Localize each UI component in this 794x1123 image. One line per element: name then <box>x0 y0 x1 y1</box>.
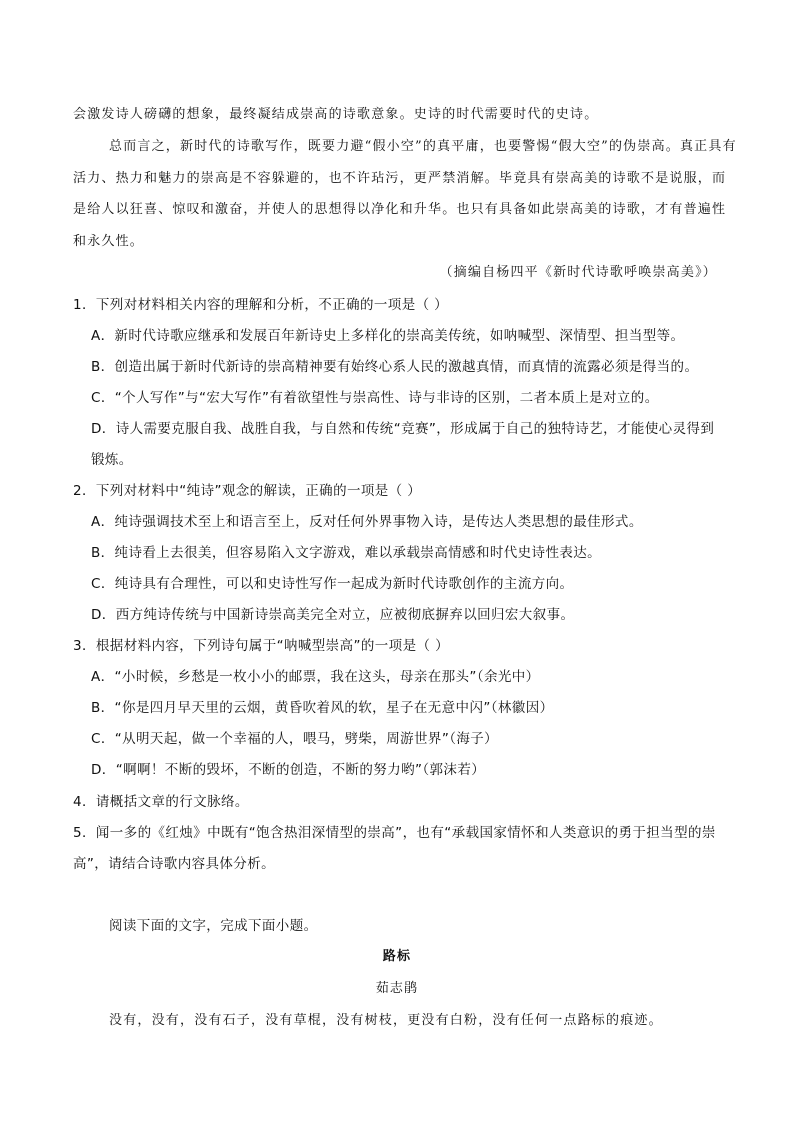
passage-line: 会激发诗人磅礴的想象，最终凝结成崇高的诗歌意象。史诗的时代需要时代的史诗。 <box>73 107 599 122</box>
passage-line: 和永久性。 <box>73 234 145 249</box>
question-1-option-b: B．创造出属于新时代新诗的崇高精神要有始终心系人民的激越真情，而真情的流露必须是得当的。 <box>91 359 699 375</box>
question-stem-4: 4．请概括文章的行文脉络。 <box>73 794 249 810</box>
question-3-option-d: D．“啊啊！不断的毁坏，不断的创造，不断的努力哟”（郭沫若） <box>91 762 486 778</box>
question-1-option-d: D．诗人需要克服自我、战胜自我，与自然和传统“竞赛”，形成属于自己的独特诗艺，才能使心灵得到 <box>91 421 715 437</box>
section-instruction: 阅读下面的文字，完成下面小题。 <box>109 918 318 934</box>
question-1-option-c: C．“个人写作”与“宏大写作”有着欲望性与崇高性、诗与非诗的区别，二者本质上是对立的。 <box>91 390 659 406</box>
question-2-option-c: C．纯诗具有合理性，可以和史诗性写作一起成为新时代诗歌创作的主流方向。 <box>91 576 574 592</box>
story-title: 路标 <box>382 949 412 964</box>
question-2-option-b: B．纯诗看上去很美，但容易陷入文字游戏，难以承载崇高情感和时代史诗性表达。 <box>91 545 602 561</box>
question-stem-5-cont: 高”，请结合诗歌内容具体分析。 <box>73 856 275 872</box>
question-3-option-c: C．“从明天起，做一个幸福的人，喂马，劈柴，周游世界”（海子） <box>91 731 499 747</box>
story-first-line: 没有，没有，没有石子，没有草棍，没有树枝，更没有白粉，没有任何一点路标的痕迹。 <box>109 1013 663 1028</box>
passage-line: 活力、热力和魅力的崇高是不容躲避的，也不许玷污，更严禁消解。毕竟具有崇高美的诗歌不是说服，而 <box>73 171 727 186</box>
question-stem-5: 5．闻一多的《红烛》中既有“饱含热泪深情型的崇高”，也有“承载国家情怀和人类意识的勇于担当型的崇 <box>73 825 716 841</box>
passage-line: 总而言之，新时代的诗歌写作，既要力避“假小空”的真平庸，也要警惕“假大空”的伪崇高。真正具有 <box>109 139 737 154</box>
passage-source: （摘编自杨四平《新时代诗歌呼唤崇高美》） <box>439 265 717 280</box>
story-author: 茹志鹃 <box>375 981 419 996</box>
question-1-option-a: A．新时代诗歌应继承和发展百年新诗史上多样化的崇高美传统，如呐喊型、深情型、担当型等。 <box>91 328 685 344</box>
question-stem-1: 1．下列对材料相关内容的理解和分析，不正确的一项是（ ） <box>73 297 449 313</box>
passage-line: 是给人以狂喜、惊叹和激奋，并使人的思想得以净化和升华。也只有具备如此崇高美的诗歌，才有普遍性 <box>73 202 727 217</box>
question-2-option-a: A．纯诗强调技术至上和语言至上，反对任何外界事物入诗，是传达人类思想的最佳形式。 <box>91 514 643 530</box>
question-3-option-b: B．“你是四月早天里的云烟，黄昏吹着风的软，星子在无意中闪”（林徽因） <box>91 700 554 716</box>
question-3-option-a: A．“小时候，乡愁是一枚小小的邮票，我在这头，母亲在那头”（余光中） <box>91 669 540 685</box>
question-1-option-d-cont: 锻炼。 <box>91 452 133 468</box>
question-2-option-d: D．西方纯诗传统与中国新诗崇高美完全对立，应被彻底摒弃以回归宏大叙事。 <box>91 607 575 623</box>
question-stem-2: 2．下列对材料中“纯诗”观念的解读，正确的一项是（ ） <box>73 483 422 499</box>
question-stem-3: 3．根据材料内容，下列诗句属于“呐喊型崇高”的一项是（ ） <box>73 638 449 654</box>
